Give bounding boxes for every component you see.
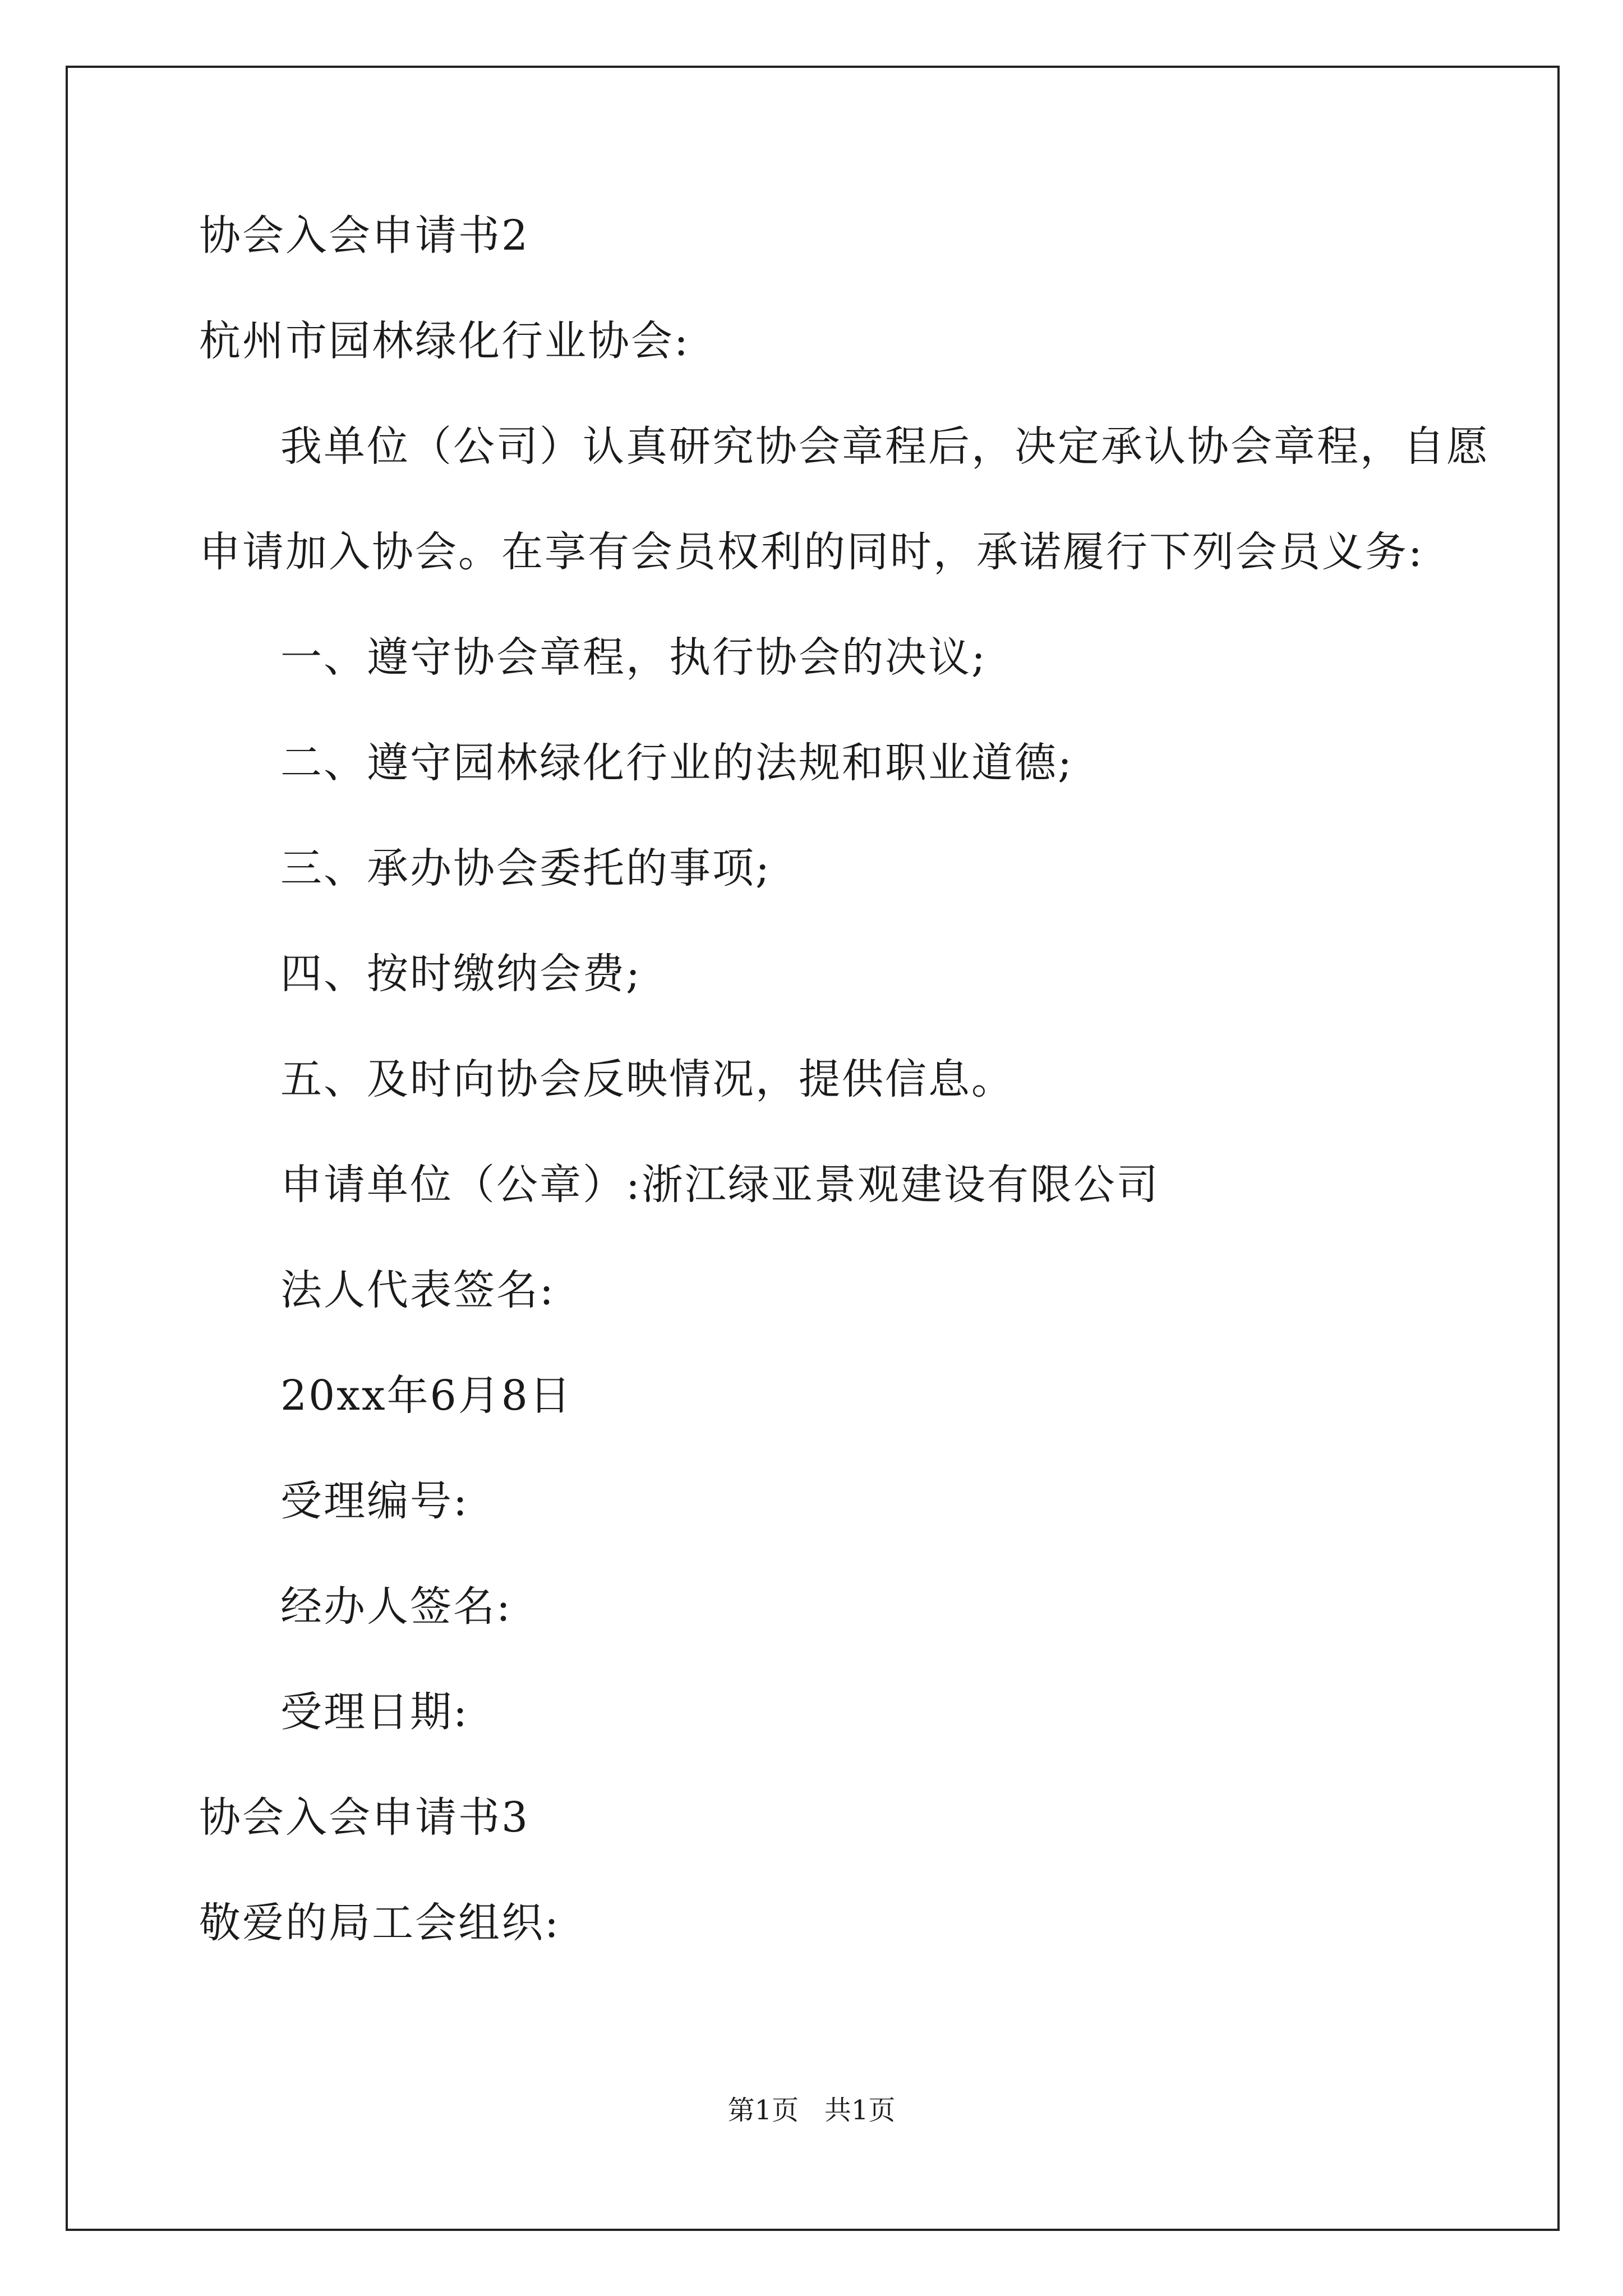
- section-title-3: 协会入会申请书3: [199, 1793, 530, 1842]
- page-footer: 第1页 共1页: [727, 2095, 896, 2126]
- acceptance-date: 受理日期:: [280, 1688, 469, 1736]
- paragraph-line: 我单位（公司）认真研究协会章程后，决定承认协会章程，自愿: [280, 422, 1490, 471]
- obligation-item-1: 一、遵守协会章程，执行协会的决议;: [280, 633, 987, 682]
- handler-signature: 经办人签名:: [280, 1582, 512, 1631]
- section-title-2: 协会入会申请书2: [199, 211, 530, 260]
- obligation-item-3: 三、承办协会委托的事项;: [280, 844, 771, 892]
- obligation-item-5: 五、及时向协会反映情况，提供信息。: [280, 1055, 1015, 1103]
- applicant-unit: 申请单位（公章）:浙江绿亚景观建设有限公司: [280, 1161, 1160, 1209]
- obligation-item-2: 二、遵守园林绿化行业的法规和职业道德;: [280, 739, 1073, 787]
- addressee-2: 敬爱的局工会组织:: [199, 1899, 560, 1947]
- addressee-1: 杭州市园林绿化行业协会:: [199, 317, 690, 365]
- obligation-item-4: 四、按时缴纳会费;: [280, 950, 642, 998]
- paragraph-line: 申请加入协会。在享有会员权利的同时，承诺履行下列会员义务:: [199, 528, 1424, 576]
- legal-rep-signature: 法人代表签名:: [280, 1266, 555, 1314]
- application-date: 20xx年6月8日: [280, 1372, 573, 1420]
- acceptance-number: 受理编号:: [280, 1477, 469, 1525]
